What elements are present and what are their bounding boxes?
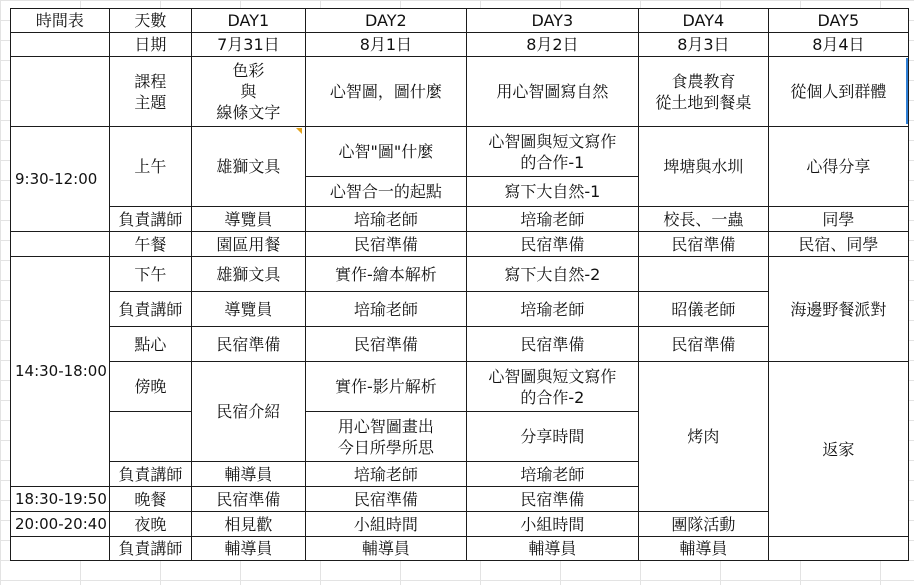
day-header-4[interactable]: DAY4 — [638, 9, 768, 33]
morning-teacher-day-4[interactable]: 校長、一蟲 — [638, 207, 768, 232]
afternoon-day-4[interactable] — [638, 257, 768, 292]
dusk-day-4[interactable]: 烤肉 — [638, 362, 768, 512]
lunch-day-4[interactable]: 民宿準備 — [638, 232, 768, 257]
afternoon-teacher-day-4[interactable]: 昭儀老師 — [638, 292, 768, 327]
morning-label[interactable]: 上午 — [109, 127, 191, 207]
morning-teacher-day-1[interactable]: 導覽員 — [191, 207, 305, 232]
dusk-teacher-day-3[interactable]: 培瑜老師 — [466, 462, 638, 487]
dusk-day-3-a-line-1: 心智圖與短文寫作 — [488, 366, 617, 386]
dusk-day-3-b[interactable]: 分享時間 — [466, 412, 638, 462]
comment-indicator-icon[interactable] — [296, 128, 302, 134]
evening-teacher-day-4[interactable]: 輔導員 — [638, 537, 768, 561]
dinner-label[interactable]: 晚餐 — [109, 487, 191, 512]
snack-day-4[interactable]: 民宿準備 — [638, 327, 768, 362]
morning-teacher-day-3[interactable]: 培瑜老師 — [466, 207, 638, 232]
morning-teacher-day-2[interactable]: 培瑜老師 — [305, 207, 466, 232]
topic-day-4-line-1: 食農教育 — [671, 71, 736, 91]
evening-day-3[interactable]: 小組時間 — [466, 512, 638, 537]
dinner-day-1[interactable]: 民宿準備 — [191, 487, 305, 512]
day-header-5[interactable]: DAY5 — [768, 9, 908, 33]
empty-cell[interactable] — [11, 232, 110, 257]
dusk-label[interactable]: 傍晚 — [109, 362, 191, 412]
morning-day-2-a[interactable]: 心智"圖"什麼 — [305, 127, 466, 177]
topic-day-1-line-1: 色彩 — [232, 61, 265, 80]
afternoon-day-2[interactable]: 實作-繪本解析 — [305, 257, 466, 292]
afternoon-teacher-day-2[interactable]: 培瑜老師 — [305, 292, 466, 327]
dusk-day-2-b-line-2: 今日所學所思 — [337, 437, 434, 457]
lunch-label[interactable]: 午餐 — [109, 232, 191, 257]
evening-day-2[interactable]: 小組時間 — [305, 512, 466, 537]
afternoon-teacher-day-3[interactable]: 培瑜老師 — [466, 292, 638, 327]
lunch-day-1[interactable]: 園區用餐 — [191, 232, 305, 257]
morning-day-2-b[interactable]: 心智合一的起點 — [305, 177, 466, 207]
topic-day-1-line-3: 線條文字 — [216, 103, 281, 122]
lunch-day-5[interactable]: 民宿、同學 — [768, 232, 908, 257]
date-label[interactable]: 日期 — [109, 33, 191, 57]
dusk-teacher-label[interactable]: 負責講師 — [109, 462, 191, 487]
date-day-2[interactable]: 8月1日 — [305, 33, 466, 57]
evening-label[interactable]: 夜晚 — [109, 512, 191, 537]
evening-day-4[interactable]: 團隊活動 — [638, 512, 768, 537]
morning-teacher-label[interactable]: 負責講師 — [109, 207, 191, 232]
date-day-4[interactable]: 8月3日 — [638, 33, 768, 57]
morning-day-1[interactable]: 雄獅文具 — [191, 127, 305, 207]
afternoon-day-1[interactable]: 雄獅文具 — [191, 257, 305, 292]
morning-day-3-a[interactable] — [466, 127, 638, 177]
lunch-day-2[interactable]: 民宿準備 — [305, 232, 466, 257]
topic-day-1[interactable] — [191, 57, 305, 127]
topic-day-3[interactable]: 用心智圖寫自然 — [466, 57, 638, 127]
morning-day-4[interactable]: 埤塘與水圳 — [638, 127, 768, 207]
time-table-header[interactable]: 時間表 — [11, 9, 110, 33]
schedule-table — [10, 8, 909, 561]
empty-cell[interactable] — [768, 537, 908, 561]
evening-day-1[interactable]: 相見歡 — [191, 512, 305, 537]
evening-time[interactable]: 20:00-20:40 — [11, 512, 110, 537]
dusk-day-3-a-line-2: 的合作-2 — [520, 387, 585, 407]
dusk-day-1[interactable]: 民宿介紹 — [191, 362, 305, 462]
topic-day-2[interactable]: 心智圖，圖什麼 — [305, 57, 466, 127]
morning-time[interactable]: 9:30-12:00 — [11, 127, 110, 232]
topic-day-4[interactable] — [638, 57, 768, 127]
afternoon-teacher-day-1[interactable]: 導覽員 — [191, 292, 305, 327]
dinner-time[interactable]: 18:30-19:50 — [11, 487, 110, 512]
dusk-teacher-day-1[interactable]: 輔導員 — [191, 462, 305, 487]
dinner-day-2[interactable]: 民宿準備 — [305, 487, 466, 512]
afternoon-teacher-label[interactable]: 負責講師 — [109, 292, 191, 327]
date-day-1[interactable]: 7月31日 — [191, 33, 305, 57]
day-header-2[interactable]: DAY2 — [305, 9, 466, 33]
evening-teacher-day-2[interactable]: 輔導員 — [305, 537, 466, 561]
evening-teacher-day-3[interactable]: 輔導員 — [466, 537, 638, 561]
topic-day-4-line-2: 從土地到餐桌 — [655, 92, 752, 112]
afternoon-day-5[interactable]: 海邊野餐派對 — [768, 257, 908, 362]
topic-label-line-2: 主題 — [134, 92, 167, 112]
snack-label[interactable]: 點心 — [109, 327, 191, 362]
date-day-5[interactable]: 8月4日 — [768, 33, 908, 57]
empty-cell[interactable] — [11, 33, 110, 57]
dusk-day-2-b-line-1: 用心智圖畫出 — [337, 416, 434, 436]
afternoon-day-3[interactable]: 寫下大自然-2 — [466, 257, 638, 292]
dusk-day-2-a[interactable]: 實作-影片解析 — [305, 362, 466, 412]
morning-day-3-a-line-2: 的合作-1 — [520, 152, 585, 172]
date-day-3[interactable]: 8月2日 — [466, 33, 638, 57]
snack-day-3[interactable]: 民宿準備 — [466, 327, 638, 362]
empty-cell[interactable] — [109, 412, 191, 462]
selection-border — [906, 58, 908, 124]
morning-teacher-day-5[interactable]: 同學 — [768, 207, 908, 232]
days-count-header[interactable]: 天數 — [109, 9, 191, 33]
empty-cell[interactable] — [11, 537, 110, 561]
snack-day-1[interactable]: 民宿準備 — [191, 327, 305, 362]
lunch-day-3[interactable]: 民宿準備 — [466, 232, 638, 257]
dusk-day-5[interactable]: 返家 — [768, 362, 908, 537]
day-header-3[interactable]: DAY3 — [466, 9, 638, 33]
empty-cell[interactable] — [11, 57, 110, 127]
evening-teacher-day-1[interactable]: 輔導員 — [191, 537, 305, 561]
morning-day-3-b[interactable]: 寫下大自然-1 — [466, 177, 638, 207]
morning-day-5[interactable]: 心得分享 — [768, 127, 908, 207]
dusk-teacher-day-2[interactable]: 培瑜老師 — [305, 462, 466, 487]
day-header-1[interactable]: DAY1 — [191, 9, 305, 33]
dinner-day-3[interactable]: 民宿準備 — [466, 487, 638, 512]
snack-day-2[interactable]: 民宿準備 — [305, 327, 466, 362]
afternoon-label[interactable]: 下午 — [109, 257, 191, 292]
evening-teacher-label[interactable]: 負責講師 — [109, 537, 191, 561]
dusk-day-3-a[interactable] — [466, 362, 638, 412]
topic-label[interactable] — [109, 57, 191, 127]
dusk-day-2-b[interactable] — [305, 412, 466, 462]
afternoon-time[interactable]: 14:30-18:00 — [11, 257, 110, 487]
topic-day-5[interactable]: 從個人到群體 — [768, 57, 908, 127]
topic-day-1-line-2: 與 — [240, 82, 257, 101]
morning-day-3-a-line-1: 心智圖與短文寫作 — [488, 131, 617, 151]
topic-label-line-1: 課程 — [134, 71, 167, 91]
